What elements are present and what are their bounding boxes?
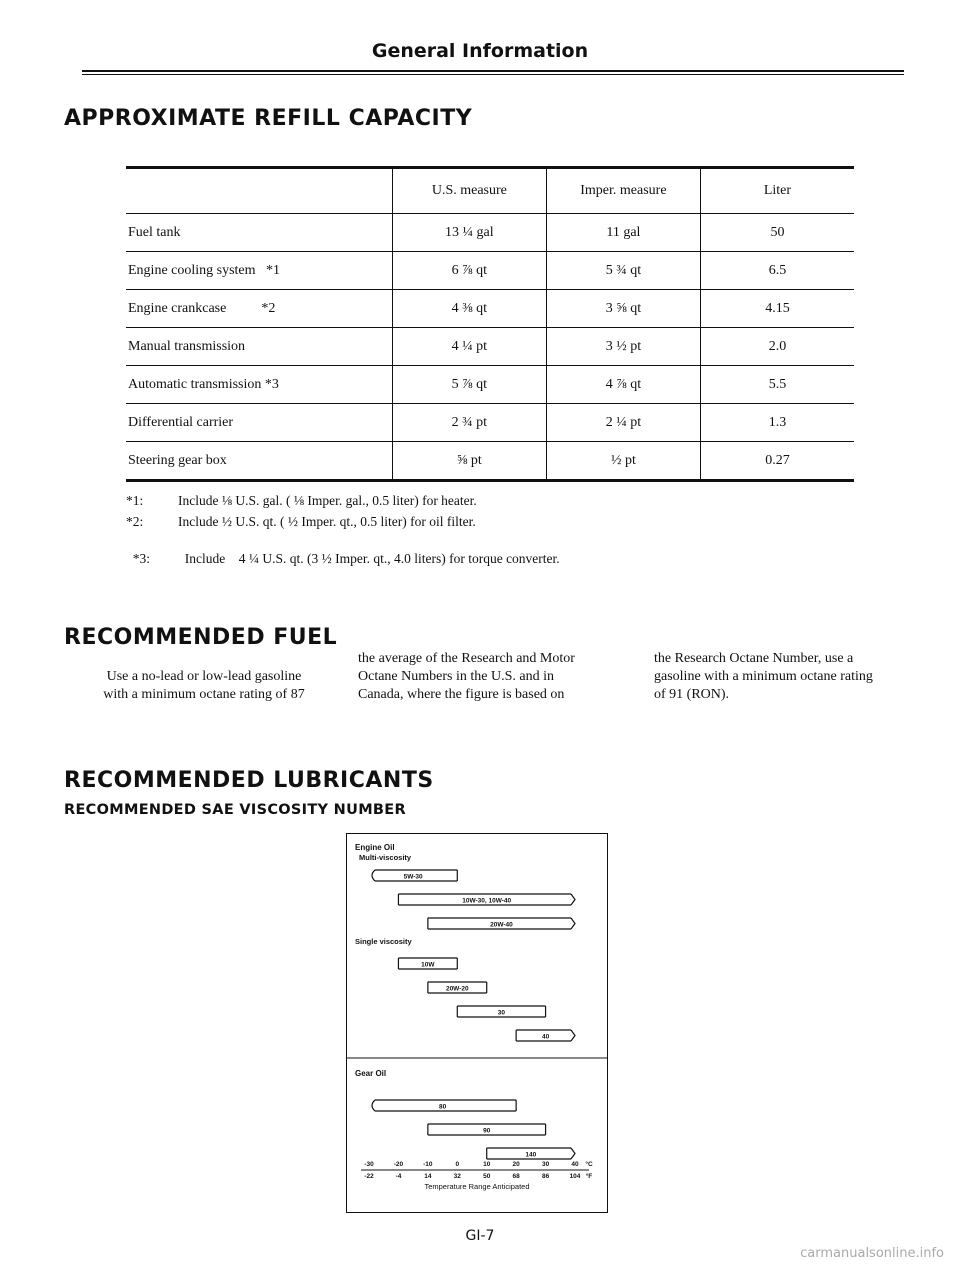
fuel-line: with a minimum octane rating of 87 <box>103 687 305 702</box>
table-row <box>126 328 854 366</box>
range-bar-label: 10W <box>421 961 435 969</box>
row-us: 6 ⅞ qt <box>392 252 546 290</box>
tick-label-f: 104 <box>569 1173 581 1180</box>
range-bar-start <box>372 870 375 881</box>
footnote-text: Include ½ U.S. qt. ( ½ Imper. qt., 0.5 liter) for oil filter. <box>178 514 476 529</box>
x-axis-title: Temperature Range Anticipated <box>424 1182 530 1191</box>
table-row <box>126 366 854 404</box>
page-header-title: General Information <box>371 40 589 62</box>
footnote-1 <box>126 493 477 509</box>
range-bar-end <box>571 894 575 905</box>
footnote-key: *2: <box>126 514 144 529</box>
table-row <box>126 442 854 481</box>
fuel-line: of 91 (RON). <box>654 687 730 702</box>
fuel-line: Canada, where the figure is based on <box>358 687 565 702</box>
header-liter: Liter <box>700 168 854 214</box>
multi-viscosity-label: Multi-viscosity <box>359 853 412 862</box>
range-bar-label: 80 <box>438 1103 447 1111</box>
fuel-line: Use a no-lead or low-lead gasoline <box>106 669 302 684</box>
tick-label-c: 40 <box>571 1161 579 1168</box>
row-item: Fuel tank <box>126 214 392 252</box>
row-liter: 0.27 <box>700 442 854 481</box>
viscosity-chart <box>346 833 608 1213</box>
row-item: Steering gear box <box>126 442 392 481</box>
row-us: 4 ⅜ qt <box>392 290 546 328</box>
tick-label-f: 14 <box>424 1173 432 1180</box>
row-us: ⅝ pt <box>392 442 546 481</box>
table-header-row <box>126 168 854 214</box>
row-liter: 6.5 <box>700 252 854 290</box>
row-imperial: 11 gal <box>546 214 700 252</box>
range-bar-label: 90 <box>483 1127 491 1135</box>
page-number: GI-7 <box>465 1228 495 1244</box>
row-item: Engine crankcase *2 <box>126 290 392 328</box>
header-rule <box>82 70 904 72</box>
range-bar-end <box>571 1030 575 1041</box>
row-liter: 2.0 <box>700 328 854 366</box>
tick-label-c: -10 <box>423 1161 433 1168</box>
row-item: Automatic transmission *3 <box>126 366 392 404</box>
footnote-text: Include ⅛ U.S. gal. ( ⅛ Imper. gal., 0.5 liter) for heater. <box>178 493 477 508</box>
row-item: Differential carrier <box>126 404 392 442</box>
viscosity-chart-svg <box>347 834 607 1212</box>
footnote-text: Include 4 ¼ U.S. qt. (3 ½ Imper. qt., 4.0 liters) for torque converter. <box>184 551 560 566</box>
fuel-line: the Research Octane Number, use a <box>654 651 854 666</box>
recommended-fuel-heading: RECOMMENDED FUEL <box>64 625 338 650</box>
header-rule-thin <box>82 74 904 75</box>
gear-oil-label: Gear Oil <box>355 1069 387 1078</box>
row-liter: 4.15 <box>700 290 854 328</box>
table-row <box>126 404 854 442</box>
row-us: 13 ¼ gal <box>392 214 546 252</box>
tick-label-c: 20 <box>512 1161 520 1168</box>
range-bar-start <box>372 1100 375 1111</box>
footnote-key: *3: <box>132 551 151 566</box>
header-us: U.S. measure <box>392 168 546 214</box>
range-bar-label: 5W-30 <box>403 873 423 881</box>
refill-capacity-heading: APPROXIMATE REFILL CAPACITY <box>64 106 473 131</box>
range-bar-end <box>571 918 575 929</box>
fuel-line: gasoline with a minimum octane rating <box>654 669 873 684</box>
unit-celsius: °C <box>585 1161 593 1168</box>
tick-label-f: 86 <box>541 1173 550 1180</box>
range-bar-label: 10W-30, 10W-40 <box>462 897 512 905</box>
tick-label-c: -30 <box>364 1161 374 1168</box>
fuel-line: Octane Numbers in the U.S. and in <box>358 669 554 684</box>
row-item: Manual transmission <box>126 328 392 366</box>
tick-label-f: -4 <box>395 1173 402 1180</box>
tick-label-c: 30 <box>541 1161 550 1168</box>
row-imperial: 2 ¼ pt <box>546 404 700 442</box>
row-item: Engine cooling system *1 <box>126 252 392 290</box>
tick-label-f: 32 <box>453 1173 461 1180</box>
row-liter: 1.3 <box>700 404 854 442</box>
row-us: 2 ¾ pt <box>392 404 546 442</box>
range-bar-label: 140 <box>525 1151 537 1159</box>
row-imperial: 3 ½ pt <box>546 328 700 366</box>
header-item <box>126 168 392 214</box>
range-bar-label: 30 <box>497 1009 506 1017</box>
unit-fahrenheit: °F <box>585 1173 593 1180</box>
footnote-key: *1: <box>126 493 144 508</box>
tick-label-f: 50 <box>483 1173 491 1180</box>
tick-label-f: 68 <box>512 1173 520 1180</box>
row-us: 5 ⅞ qt <box>392 366 546 404</box>
tick-label-f: -22 <box>364 1173 374 1180</box>
row-imperial: 3 ⅝ qt <box>546 290 700 328</box>
header-imperial: Imper. measure <box>546 168 700 214</box>
fuel-text-col3 <box>654 650 924 704</box>
fuel-text-col2 <box>358 650 628 704</box>
engine-oil-label: Engine Oil <box>355 843 395 852</box>
tick-label-c: -20 <box>393 1161 404 1168</box>
range-bar-end <box>571 1148 575 1159</box>
tick-label-c: 10 <box>483 1161 491 1168</box>
row-us: 4 ¼ pt <box>392 328 546 366</box>
row-imperial: 4 ⅞ qt <box>546 366 700 404</box>
watermark: carmanualsonline.info <box>800 1246 944 1261</box>
range-bar-label: 40 <box>541 1033 550 1041</box>
tick-label-c: 0 <box>455 1161 460 1168</box>
range-bar-label: 20W-20 <box>445 985 469 993</box>
range-bar-label: 20W-40 <box>490 921 513 929</box>
fuel-text-col1 <box>64 668 344 704</box>
recommended-lubricants-heading: RECOMMENDED LUBRICANTS <box>64 768 434 793</box>
footnote-2 <box>126 514 476 530</box>
row-liter: 5.5 <box>700 366 854 404</box>
row-liter: 50 <box>700 214 854 252</box>
table-row <box>126 290 854 328</box>
table-row <box>126 214 854 252</box>
row-imperial: ½ pt <box>546 442 700 481</box>
single-viscosity-label: Single viscosity <box>355 937 412 946</box>
row-imperial: 5 ¾ qt <box>546 252 700 290</box>
refill-capacity-table <box>126 166 854 482</box>
table-row <box>126 252 854 290</box>
footnote-3 <box>126 535 560 567</box>
viscosity-subheading: RECOMMENDED SAE VISCOSITY NUMBER <box>64 802 406 818</box>
fuel-line: the average of the Research and Motor <box>358 651 575 666</box>
